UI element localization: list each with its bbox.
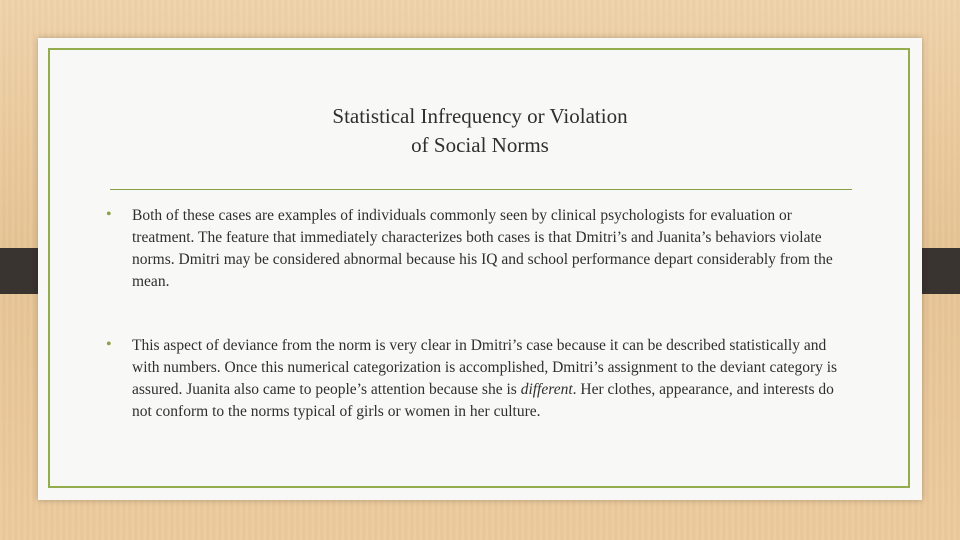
slide-card	[38, 38, 922, 500]
title-divider	[110, 189, 852, 190]
bullet-text-2-end: . Her clothes, appearance, and interests do not conform to the norms typical of girls or women in her culture.	[132, 381, 834, 420]
bullet-text-2-start: This aspect of deviance from the norm is very clear in Dmitri’s case because it can be described statistically and with numbers. Once this numerical categorization is accomplished, Dmitri’s assignment to the deviant category is assured. Juanita also came to people’s attention because she is	[132, 337, 838, 398]
slide-title-line-2: of Social Norms	[411, 133, 549, 157]
bullet-marker-icon: •	[106, 336, 112, 353]
bullet-text-1: Both of these cases are examples of individuals commonly seen by clinical psychologists for evaluation or treatment. The feature that immediately characterizes both cases is that Dmitri’s and Juanita’s behaviors violate norms. Dmitri may be considered abnormal because his IQ and school performance depart considerably from the mean.	[132, 207, 833, 290]
slide-title-line-1: Statistical Infrequency or Violation	[332, 104, 628, 128]
bullet-item-1	[106, 205, 855, 293]
bullet-marker-icon: •	[106, 206, 112, 223]
bullet-text-2-emphasis: different	[520, 381, 573, 398]
bullet-text-2	[110, 335, 855, 423]
slide-title	[38, 102, 922, 160]
bullet-item-2	[106, 335, 855, 423]
